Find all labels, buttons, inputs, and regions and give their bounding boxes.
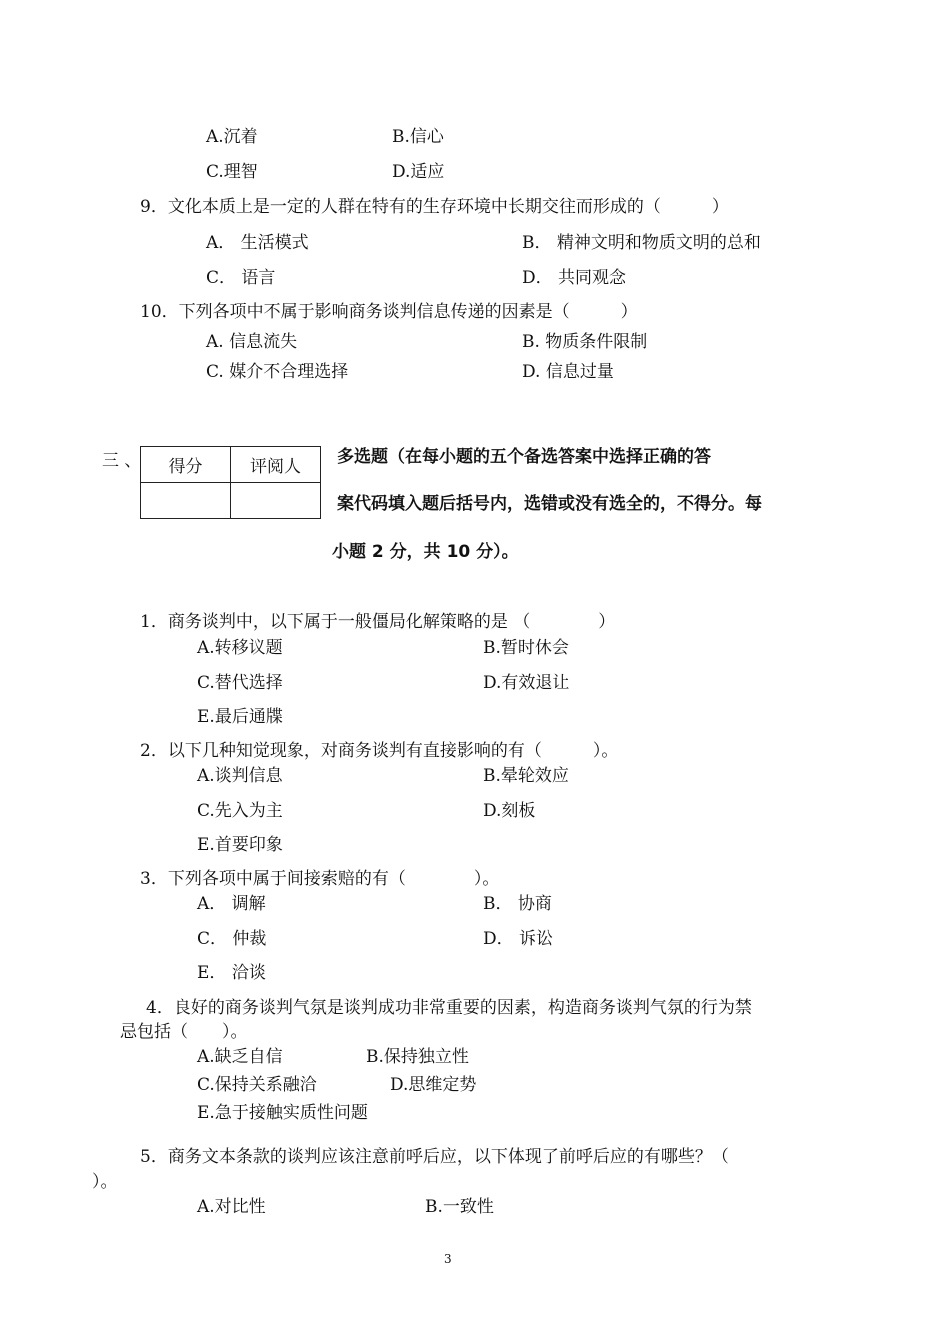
section-instruction-line-2: 案代码填入题后括号内，选错或没有选全的，不得分。每 xyxy=(337,494,762,514)
section-instruction-line-1: 多选题（在每小题的五个备选答案中选择正确的答 xyxy=(337,447,711,467)
multi-question-3-option-b: B． 协商 xyxy=(483,894,552,914)
multi-question-5-option-a: A.对比性 xyxy=(197,1197,266,1217)
multi-question-4-option-e: E.急于接触实质性问题 xyxy=(197,1103,368,1123)
multi-question-2-option-a: A.谈判信息 xyxy=(197,766,283,786)
multi-question-5-stem-line-2: ）。 xyxy=(92,1172,118,1192)
score-header: 得分 xyxy=(141,447,231,483)
multi-question-4-option-c: C.保持关系融洽 xyxy=(197,1075,317,1095)
multi-question-3-stem: 3．下列各项中属于间接索赔的有（ ）。 xyxy=(140,869,500,889)
option-b: B.信心 xyxy=(392,127,444,147)
question-9-option-c: C． 语言 xyxy=(206,268,276,288)
score-cell xyxy=(141,483,231,519)
section-number: 三 、 xyxy=(102,451,142,471)
multi-question-3-option-e: E． 洽谈 xyxy=(197,963,266,983)
option-c: C.理智 xyxy=(206,162,258,182)
multi-question-1-option-b: B.暂时休会 xyxy=(483,638,569,658)
question-9-option-d: D． 共同观念 xyxy=(522,268,627,288)
multi-question-3-option-d: D． 诉讼 xyxy=(483,929,554,949)
reviewer-cell xyxy=(231,483,321,519)
question-9-option-b: B． 精神文明和物质文明的总和 xyxy=(522,233,761,253)
multi-question-4-option-b: B.保持独立性 xyxy=(366,1047,469,1067)
score-table xyxy=(140,446,321,519)
multi-question-1-stem: 1．商务谈判中，以下属于一般僵局化解策略的是 （ ） xyxy=(140,612,616,632)
multi-question-2-option-d: D.刻板 xyxy=(483,801,536,821)
multi-question-4-stem-line-1: 4．良好的商务谈判气氛是谈判成功非常重要的因素，构造商务谈判气氛的行为禁 xyxy=(146,998,752,1018)
option-d: D.适应 xyxy=(392,162,445,182)
question-10-option-d: D. 信息过量 xyxy=(522,362,614,382)
multi-question-4-option-d: D.思维定势 xyxy=(390,1075,477,1095)
multi-question-2-option-e: E.首要印象 xyxy=(197,835,283,855)
question-10-option-a: A. 信息流失 xyxy=(206,332,298,352)
multi-question-5-stem-line-1: 5．商务文本条款的谈判应该注意前呼后应，以下体现了前呼后应的有哪些？（ xyxy=(140,1147,729,1167)
multi-question-5-option-b: B.一致性 xyxy=(425,1197,494,1217)
question-10-option-c: C. 媒介不合理选择 xyxy=(206,362,349,382)
question-10-stem: 10．下列各项中不属于影响商务谈判信息传递的因素是（ ） xyxy=(140,302,638,322)
page-number: 3 xyxy=(444,1252,452,1266)
multi-question-1-option-d: D.有效退让 xyxy=(483,673,570,693)
multi-question-2-option-c: C.先入为主 xyxy=(197,801,283,821)
question-10-option-b: B. 物质条件限制 xyxy=(522,332,648,352)
multi-question-3-option-a: A． 调解 xyxy=(197,894,266,914)
multi-question-2-option-b: B.晕轮效应 xyxy=(483,766,569,786)
question-9-option-a: A． 生活模式 xyxy=(206,233,309,253)
multi-question-1-option-c: C.替代选择 xyxy=(197,673,283,693)
reviewer-header: 评阅人 xyxy=(231,447,321,483)
multi-question-4-option-a: A.缺乏自信 xyxy=(197,1047,283,1067)
multi-question-1-option-e: E.最后通牒 xyxy=(197,707,283,727)
multi-question-3-option-c: C． 仲裁 xyxy=(197,929,267,949)
multi-question-4-stem-line-2: 忌包括（ ）。 xyxy=(120,1022,248,1042)
multi-question-1-option-a: A.转移议题 xyxy=(197,638,283,658)
option-a: A.沉着 xyxy=(206,127,258,147)
section-instruction-line-3: 小题 2 分，共 10 分）。 xyxy=(332,542,519,562)
multi-question-2-stem: 2．以下几种知觉现象，对商务谈判有直接影响的有（ ）。 xyxy=(140,741,619,761)
question-9-stem: 9．文化本质上是一定的人群在特有的生存环境中长期交往而形成的（ ） xyxy=(140,197,729,217)
